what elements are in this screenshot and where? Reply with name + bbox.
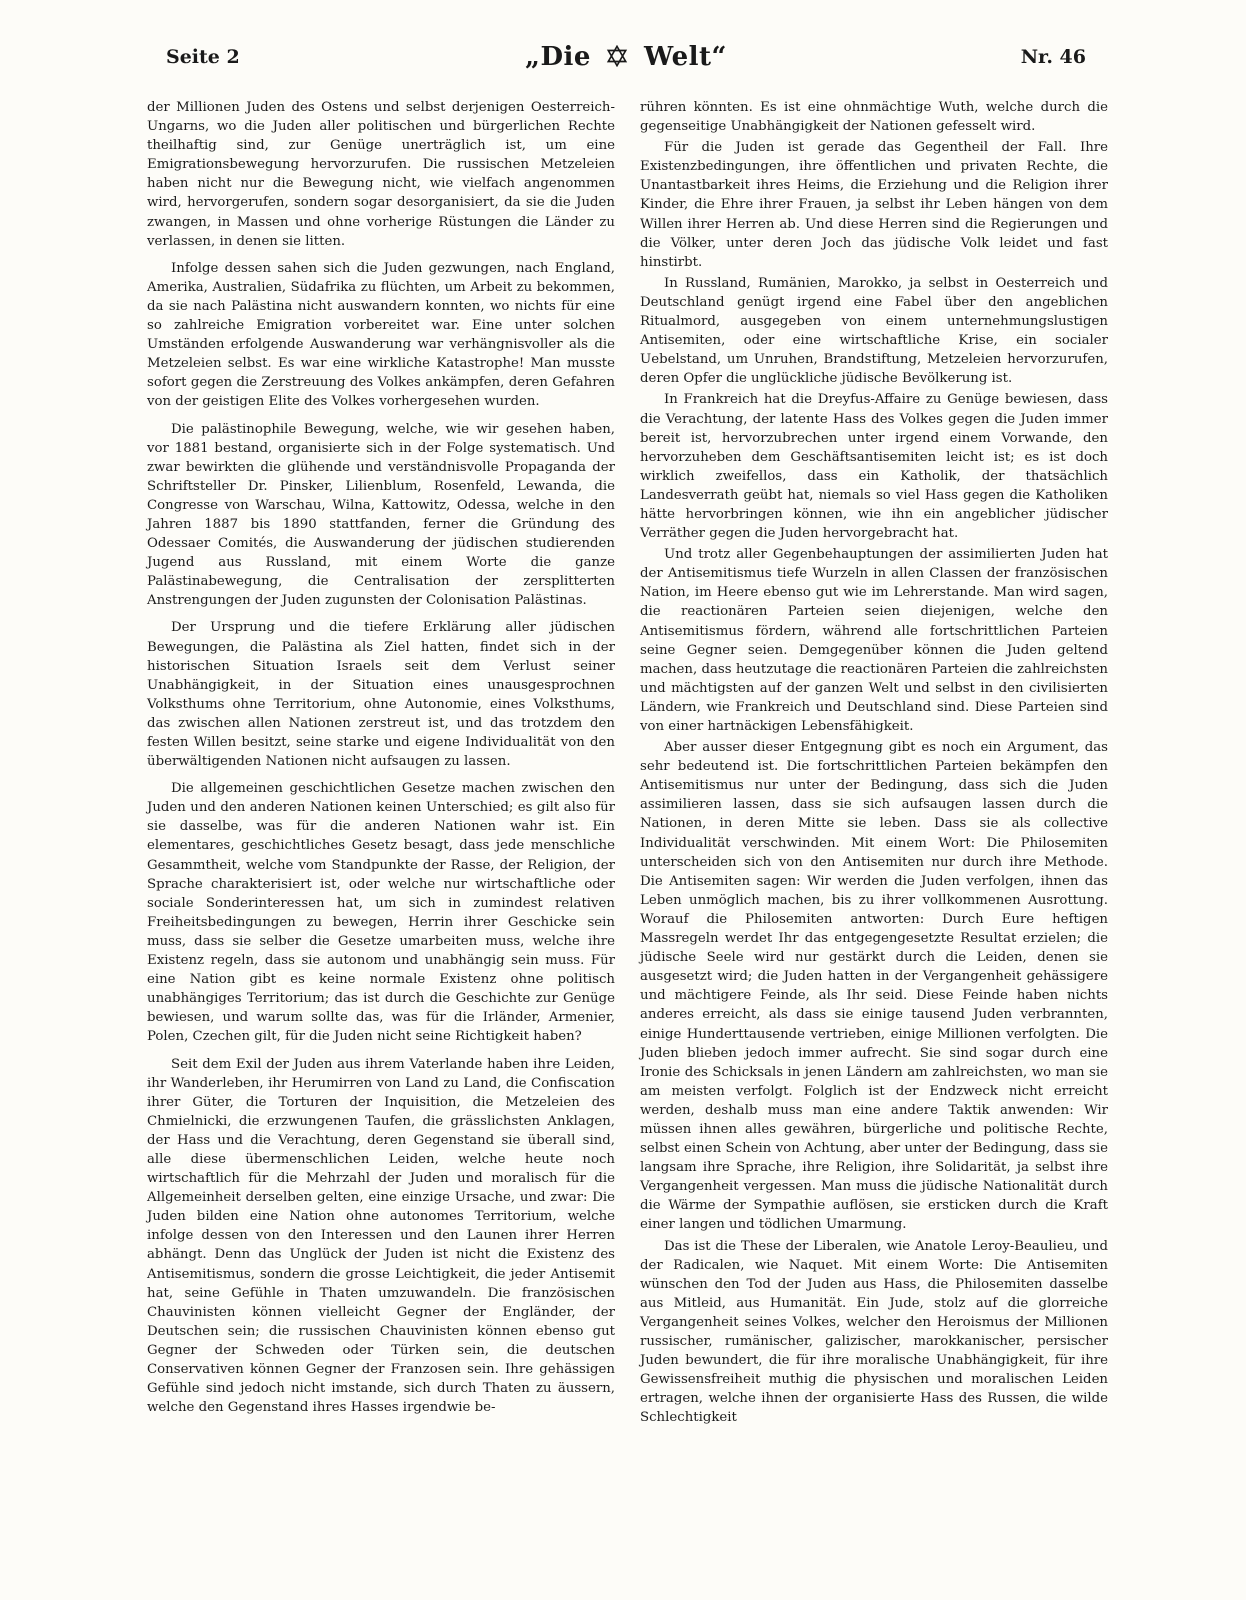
paragraph: Für die Juden ist gerade das Gegentheil der Fall. Ihre Existenzbedingungen, ihre öffentlichen und privaten Rechte, die Unantastbarkeit ihres Heims, die Erziehung und die Religion ihrer Kinder, die Ehre ihrer Frauen, ja selbst ihr Leben hängen von dem Willen ihrer Herren ab. Und diese Herren sind die Regierungen und die Völker, unter deren Joch das jüdische Volk leidet und fast hinstirbt. [640,140,1108,270]
paragraph: Die palästinophile Bewegung, welche, wie wir gesehen haben, vor 1881 bestand, organisierte sich in der Folge systematisch. Und zwar bewirkten die glühende und verständnisvolle Propaganda der Schriftsteller Dr. Pinsker, Lilienblum, Rosenfeld, Lewanda, die Congresse von Warschau, Wilna, Kattowitz, Odessa, welche in den Jahren 1887 bis 1890 stattfanden, ferner die Gründung des Odessaer Comités, die Auswanderung der jüdischen studierenden Jugend aus Russland, mit einem Worte die ganze Palästinabewegung, die Centralisation der zersplitterten Anstrengungen der Juden zugunsten der Colonisation Palästinas. [147,421,615,609]
issue-number: Nr. 46 [1020,46,1086,68]
right-column [640,98,1108,1429]
star-of-david-icon [606,45,628,67]
paragraph: rühren könnten. Es ist eine ohnmächtige Wuth, welche durch die gegenseitige Unabhängigkeit der Nationen gefesselt wird. [640,100,1108,135]
paragraph: In Frankreich hat die Dreyfus-Affaire zu Genüge bewiesen, dass die Verachtung, der latente Hass des Volkes gegen die Juden immer bereit ist, hervorzubrechen unter irgend einem Vorwande, den hervorzuheben dem Geschäftsantisemiten leicht ist; es ist doch wirklich zweifellos, dass ein Katholik, der thatsächlich Landesverrath geübt hat, niemals so viel Hass gegen die Katholiken hätte hervorbringen können, wie ihn ein angeblicher jüdischer Verräther gegen die Juden hervorgebracht hat. [640,392,1108,542]
page-number: Seite 2 [166,46,240,68]
paragraph: Und trotz aller Gegenbehauptungen der assimilierten Juden hat der Antisemitismus tiefe Wurzeln in allen Classen der französischen Nation, im Heere ebenso gut wie im Lehrerstande. Man wird sagen, die reactionären Parteien seien diejenigen, welche den Antisemitismus fördern, während alle fortschrittlichen Parteien seine Gegner seien. Demgegenüber können die Juden geltend machen, dass heutzutage die reactionären Parteien die zahlreichsten und mächtigsten auf der ganzen Welt und selbst in den civilisierten Ländern, wie Frankreich und Deutschland sind. Diese Parteien sind von einer hartnäckigen Lebensfähigkeit. [640,547,1108,734]
paragraph: Aber ausser dieser Entgegnung gibt es noch ein Argument, das sehr bedeutend ist. Die fortschrittlichen Parteien bekämpfen den Antisemitismus nur unter der Bedingung, dass sich die Juden assimilieren lassen, dass sie sich aufsaugen lassen durch die Nationen, in deren Mitte sie leben. Dass sie als collective Individualität verschwinden. Mit einem Wort: Die Philosemiten unterscheiden sich von den Antisemiten nur durch ihre Methode. Die Antisemiten sagen: Wir werden die Juden verfolgen, ihnen das Leben unmöglich machen, bis zu ihrer vollkommenen Ausrottung. Worauf die Philosemiten antworten: Durch Eure heftigen Massregeln werdet Ihr das entgegengesetzte Resultat erzielen; die jüdische Seele wird nur gestärkt durch die Leiden, denen sie ausgesetzt wird; die Juden hatten in der Vergangenheit gehässigere und mächtigere Feinde, als Ihr seid. Diese Feinde haben nichts anderes erreicht, als dass sie einige tausend Juden verbrannten, einige Hunderttausende vertrieben, einige Millionen verfolgten. Die Juden blieben jedoch immer aufrecht. Sie sind sogar durch eine Ironie des Schicksals in jenen Ländern am zahlreichsten, wo man sie am meisten verfolgt. Folglich ist der Endzweck nicht erreicht werden, deshalb muss man eine andere Taktik anwenden: Wir müssen ihnen alles gewähren, bürgerliche und politische Rechte, selbst einen Schein von Achtung, aber unter der Bedingung, dass sie langsam ihre Sprache, ihre Religion, ihre Solidarität, ja selbst ihre Vergangenheit vergessen. Man muss die jüdische Nationalität durch die Wärme der Sympathie auflösen, sie ersticken durch die Kraft einer langen und tödlichen Umarmung. [640,740,1108,1233]
paragraph: Infolge dessen sahen sich die Juden gezwungen, nach England, Amerika, Australien, Südafrika zu flüchten, um Arbeit zu bekommen, da sie nach Palästina nicht auswandern konnten, wo nichts für eine so zahlreiche Emigration vorbereitet war. Eine unter solchen Umständen erfolgende Auswanderung war verhängnisvoller als die Metzeleien selbst. Es war eine wirkliche Katastrophe! Man musste sofort gegen die Zerstreuung des Volkes ankämpfen, deren Gefahren von der geistigen Elite des Volkes vorhergesehen wurden. [147,260,615,410]
page-header [166,42,1086,86]
masthead-title-right: Welt“ [644,42,727,72]
masthead-title-left: „Die [524,42,591,72]
paragraph: Seit dem Exil der Juden aus ihrem Vaterlande haben ihre Leiden, ihr Wanderleben, ihr Herumirren von Land zu Land, die Confiscation ihrer Güter, die Torturen der Inquisition, die Metzeleien des Chmielnicki, die erzwungenen Taufen, die grässlichsten Anklagen, der Hass und die Verachtung, deren Gegenstand sie überall sind, alle diese übermenschlichen Leiden, welche heute noch wirtschaftlich für die Mehrzahl der Juden und moralisch für die Allgemeinheit derselben gelten, eine einzige Ursache, und zwar: Die Juden bilden eine Nation ohne autonomes Territorium, welche infolge dessen von den Interessen und den Launen ihrer Herren abhängt. Denn das Unglück der Juden ist nicht die Existenz des Antisemitismus, sondern die grosse Leichtigkeit, die jeder Antisemit hat, seine Gefühle in Thaten umzuwandeln. Die französischen Chauvinisten können vielleicht Gegner der Engländer, der Deutschen sein; die russischen Chauvinisten können ebenso gut Gegner der Schweden oder Türken sein, die deutschen Conservativen können Gegner der Franzosen sein. Ihre gehässigen Gefühle sind jedoch nicht imstande, sich durch Thaten zu äussern, welche den Gegenstand ihres Hasses irgendwie be- [147,1056,615,1416]
paragraph: In Russland, Rumänien, Marokko, ja selbst in Oesterreich und Deutschland genügt irgend eine Fabel über den angeblichen Ritualmord, ausgegeben von einem unternehmungslustigen Antisemiten, oder eine wirtschaftliche Krise, ein socialer Uebelstand, um Unruhen, Brandstiftung, Metzeleien hervorzurufen, deren Opfer die unglückliche jüdische Bevölkerung ist. [640,275,1108,387]
paragraph: Das ist die These der Liberalen, wie Anatole Leroy-Beaulieu, und der Radicalen, wie Naquet. Mit einem Worte: Die Antisemiten wünschen den Tod der Juden aus Hass, die Philosemiten dasselbe aus Mitleid, aus Humanität. Ein Jude, stolz auf die glorreiche Vergangenheit seines Volkes, welcher den Heroismus der Millionen russischer, rumänischer, galizischer, marokkanischer, persischer Juden bewundert, die für ihre moralische Unabhängigkeit, für ihre Gewissensfreiheit muthig die physischen und moralischen Leiden ertragen, welche ihnen der organisierte Hass des Russen, die wilde Schlechtigkeit [640,1238,1108,1426]
paragraph: der Millionen Juden des Ostens und selbst derjenigen Oesterreich-Ungarns, wo die Juden aller politischen und bürgerlichen Rechte theilhaftig sind, zur Genüge unerträglich ist, um eine Emigrationsbewegung hervorzurufen. Die russischen Metzeleien haben nicht nur die Bewegung nicht, wie vielfach angenommen wird, hervorgerufen, sondern sogar desorganisiert, da sie die Juden zwangen, in Massen und ohne vorherige Rüstungen die Länder zu verlassen, in denen sie litten. [147,100,615,249]
masthead-title [166,42,1086,72]
left-column [147,98,615,1425]
paragraph: Die allgemeinen geschichtlichen Gesetze machen zwischen den Juden und den anderen Nationen keinen Unterschied; es gilt also für sie dasselbe, was für die anderen Nationen wahr ist. Ein elementares, geschichtliches Gesetz besagt, dass jede menschliche Gesammtheit, welche vom Standpunkte der Rasse, der Religion, der Sprache charakterisiert ist, oder welche nur wirtschaftliche oder sociale Sonderinteressen hat, um sich in zumindest relativen Freiheitsbedingungen zu bewegen, Herrin ihrer Geschicke sein muss, dass sie selber die Gesetze umarbeiten muss, welche ihre Existenz regeln, dass sie autonom und unabhängig sein muss. Für eine Nation gibt es keine normale Existenz ohne politisch unabhängiges Territorium; das ist durch die Geschichte zur Genüge bewiesen, und warum sollte das, was für die Irländer, Armenier, Polen, Czechen gilt, für die Juden nicht seine Richtigkeit haben? [147,781,615,1045]
paragraph: Der Ursprung und die tiefere Erklärung aller jüdischen Bewegungen, die Palästina als Ziel hatten, findet sich in der historischen Situation Israels seit dem Verlust seiner Unabhängigkeit, in der Situation eines unausgesprochnen Volksthums ohne Territorium, ohne Autonomie, eines Volksthums, das zwischen allen Nationen zerstreut ist, und das trotzdem den festen Willen besitzt, seine starke und eigene Individualität von den überwältigenden Nationen nicht aufsaugen zu lassen. [147,620,615,770]
